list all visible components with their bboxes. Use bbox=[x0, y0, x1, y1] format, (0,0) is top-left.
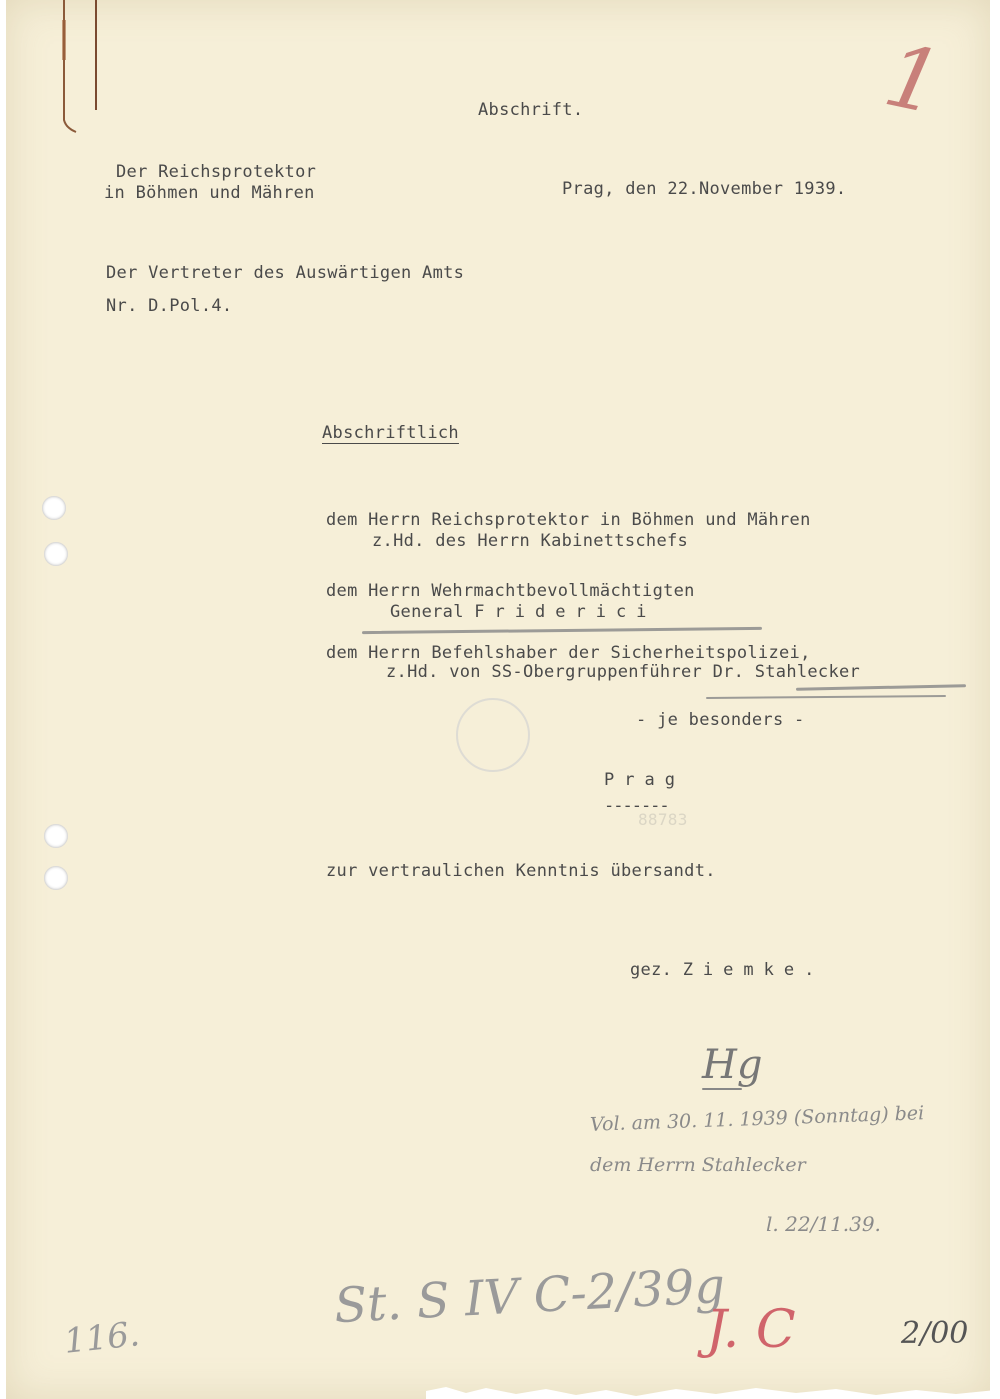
handwritten-note-line-1: Vol. am 30. 11. 1939 (Sonntag) bei bbox=[589, 1102, 925, 1136]
corner-mark: 2/00 bbox=[901, 1316, 969, 1351]
initials-underline bbox=[702, 1088, 742, 1090]
sender-line-1: Der Reichsprotektor bbox=[116, 162, 317, 182]
handwritten-file-reference: St. S IV C-2/39g bbox=[332, 1257, 727, 1335]
handwritten-left-number: 116. bbox=[62, 1314, 142, 1362]
faded-stamp-number: 88783 bbox=[638, 810, 688, 829]
document-title: Abschrift. bbox=[478, 100, 584, 120]
body-text: zur vertraulichen Kenntnis übersandt. bbox=[326, 861, 716, 881]
recipient-2-rank: General bbox=[390, 602, 464, 622]
signed-prefix: gez. bbox=[630, 960, 673, 980]
office-line-1: Der Vertreter des Auswärtigen Amts bbox=[106, 263, 465, 283]
punch-hole bbox=[44, 542, 68, 566]
recipient-3-line-2: z.Hd. von SS-Obergruppenführer Dr. Stahlecker bbox=[386, 662, 861, 682]
recipient-2-line-2 bbox=[390, 602, 656, 622]
handwritten-note-line-2: dem Herrn Stahlecker bbox=[590, 1154, 806, 1176]
recipient-1-line-1: dem Herrn Reichsprotektor in Böhmen und Mähren bbox=[326, 510, 811, 530]
sender-line-2: in Böhmen und Mähren bbox=[104, 183, 315, 203]
recipient-2-name: Friderici bbox=[474, 602, 657, 622]
red-pencil-mark: J. C bbox=[706, 1300, 796, 1360]
punch-hole bbox=[44, 866, 68, 890]
recipient-1-line-2: z.Hd. des Herrn Kabinettschefs bbox=[372, 531, 689, 551]
je-besonders: - je besonders - bbox=[636, 710, 805, 730]
punch-hole bbox=[42, 496, 66, 520]
city-prag: Prag bbox=[604, 770, 685, 790]
binder-clip-marks bbox=[56, 0, 116, 140]
punch-hole bbox=[44, 824, 68, 848]
heading-abschriftlich: Abschriftlich bbox=[322, 423, 459, 443]
document-date: Prag, den 22.November 1939. bbox=[562, 179, 847, 199]
pencil-underline bbox=[706, 695, 946, 699]
torn-edge bbox=[426, 1385, 1000, 1399]
faded-stamp bbox=[456, 698, 530, 772]
handwritten-page-number: 1 bbox=[876, 25, 951, 135]
pencil-underline bbox=[362, 627, 762, 634]
document-page bbox=[6, 0, 990, 1399]
signed-name: Ziemke. bbox=[682, 960, 825, 980]
recipient-3-line-1: dem Herrn Befehlshaber der Sicherheitspolizei, bbox=[326, 643, 811, 663]
recipient-2-line-1: dem Herrn Wehrmachtbevollmächtigten bbox=[326, 581, 695, 601]
handwritten-note-sign: l. 22/11.39. bbox=[766, 1212, 881, 1236]
pencil-underline bbox=[796, 684, 966, 691]
handwritten-initials: Hg bbox=[702, 1042, 763, 1088]
city-rule: ------- bbox=[604, 796, 669, 816]
signature-line bbox=[630, 960, 824, 980]
office-number: Nr. D.Pol.4. bbox=[106, 296, 233, 316]
